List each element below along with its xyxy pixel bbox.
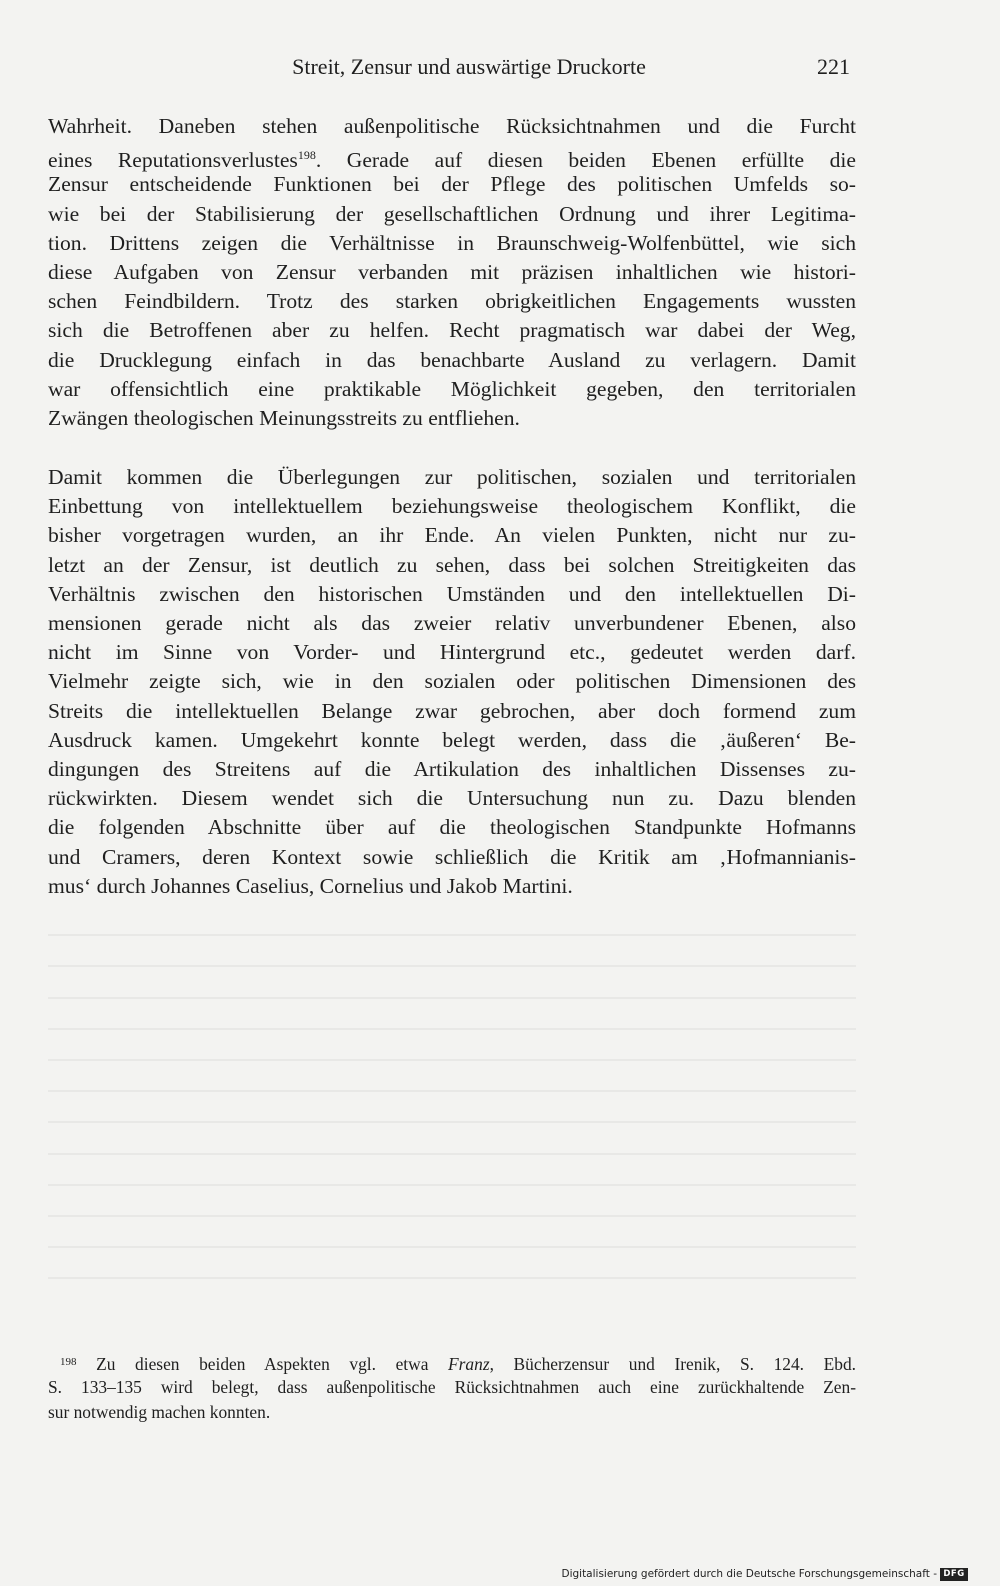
credit-text: Digitalisierung gefördert durch die Deutsche Forschungsgemeinschaft - [561, 1568, 937, 1580]
text-line: dingungen des Streitens auf die Artikulation des inhaltlichen Dissenses zu- [48, 756, 856, 781]
text-fragment: eines Reputationsverlustes [48, 148, 298, 173]
text-line: war offensichtlich eine praktikable Möglichkeit gegeben, den territorialen [48, 376, 856, 401]
text-line: diese Aufgaben von Zensur verbanden mit präzisen inhaltlichen wie histori- [48, 259, 856, 284]
text-line: die Drucklegung einfach in das benachbarte Ausland zu verlagern. Damit [48, 347, 856, 372]
dfg-logo: DFG [940, 1568, 968, 1581]
text-line: Zensur entscheidende Funktionen bei der Pflege des politischen Umfelds so- [48, 172, 856, 197]
page-number: 221 [817, 54, 850, 79]
text-line: schen Feindbildern. Trotz des starken obrigkeitlichen Engagements wussten [48, 289, 856, 314]
text-line: nicht im Sinne von Vorder- und Hintergrund etc., gedeutet werden darf. [48, 640, 856, 665]
text-line: und Cramers, deren Kontext sowie schließlich die Kritik am ‚Hofmannianis- [48, 844, 856, 869]
footnote-text: Zu diesen beiden Aspekten vgl. etwa [96, 1354, 449, 1374]
footnote-text: , Bücherzensur und Irenik, S. 124. Ebd. [489, 1354, 856, 1374]
footnote-line [48, 1350, 856, 1375]
text-line: mensionen gerade nicht als das zweier relativ unverbundener Ebenen, also [48, 611, 856, 635]
footnote-line: sur notwendig machen konnten. [48, 1402, 271, 1422]
footnote-line: S. 133–135 wird belegt, dass außenpolitische Rücksichtnahmen auch eine zurückhaltende Zen- [48, 1377, 856, 1397]
text-line: Wahrheit. Daneben stehen außenpolitische Rücksichtnahmen und die Furcht [48, 114, 856, 138]
text-line: Ausdruck kamen. Umgekehrt konnte belegt werden, dass die ‚äußeren‘ Be- [48, 727, 856, 752]
text-line: Damit kommen die Überlegungen zur politischen, sozialen und territorialen [48, 465, 856, 490]
digitization-credit [561, 1564, 968, 1584]
text-line: wie bei der Stabilisierung der gesellschaftlichen Ordnung und ihrer Legitima- [48, 201, 856, 226]
text-fragment: . Gerade auf diesen beiden Ebenen erfüllte die [315, 148, 857, 173]
text-line: bisher vorgetragen wurden, an ihr Ende. An vielen Punkten, nicht nur zu- [48, 523, 856, 548]
body-text [48, 112, 856, 901]
text-line: mus‘ durch Johannes Caselius, Cornelius und Jakob Martini. [48, 873, 573, 898]
text-line: rückwirkten. Diesem wendet sich die Untersuchung nun zu. Dazu blenden [48, 786, 856, 811]
text-line: Einbettung von intellektuellem beziehungsweise theologischem Konflikt, die [48, 494, 856, 519]
running-title: Streit, Zensur und auswärtige Druckorte [292, 54, 646, 79]
text-line: die folgenden Abschnitte über auf die theologischen Standpunkte Hofmanns [48, 815, 856, 840]
running-head [48, 52, 850, 82]
text-line: Vielmehr zeigte sich, wie in den sozialen oder politischen Dimensionen des [48, 669, 856, 694]
text-line: letzt an der Zensur, ist deutlich zu sehen, dass bei solchen Streitigkeiten das [48, 552, 856, 577]
footnote-author: Franz [448, 1354, 490, 1374]
footnote-reference: 198 [297, 148, 316, 163]
paragraph-gap [48, 433, 856, 463]
text-line: sich die Betroffenen aber zu helfen. Recht pragmatisch war dabei der Weg, [48, 318, 856, 343]
text-line: tion. Drittens zeigen die Verhältnisse in Braunschweig-Wolfenbüttel, wie sich [48, 230, 856, 255]
text-line: Zwängen theologischen Meinungsstreits zu entfliehen. [48, 405, 520, 430]
text-line: Verhältnis zwischen den historischen Umständen und den intellektuellen Di- [48, 581, 856, 606]
show-through-shadow [48, 905, 856, 1285]
footnote-number: 198 [60, 1356, 77, 1368]
footnote [48, 1350, 856, 1425]
text-line [48, 141, 857, 173]
text-line: Streits die intellektuellen Belange zwar gebrochen, aber doch formend zum [48, 698, 856, 723]
